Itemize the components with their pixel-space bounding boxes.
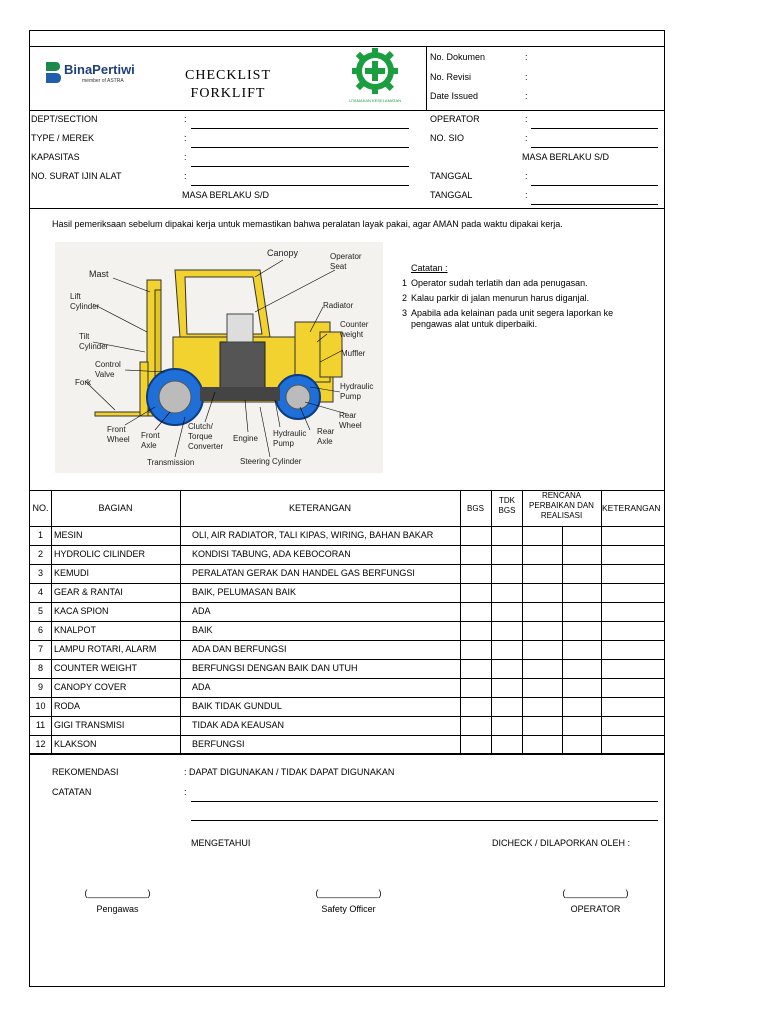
title-line2: FORKLIFT	[190, 86, 266, 101]
safety-logo-caption: UTAMAKAN KESELAMATAN	[348, 98, 401, 103]
table-row	[30, 564, 664, 583]
label-hydraulic-pump-bottom: Hydraulic Pump	[273, 429, 307, 448]
table-row	[30, 735, 664, 754]
dept-sep: :	[184, 114, 187, 124]
note-1-text: Operator sudah terlatih dan ada penugasan.	[411, 278, 588, 288]
masa-berlaku-right: MASA BERLAKU S/D	[522, 152, 610, 162]
label-steering-cylinder: Steering Cylinder	[240, 457, 302, 466]
row-bagian: KNALPOT	[54, 625, 97, 635]
permit-sep: :	[184, 171, 187, 181]
row-bagian: RODA	[54, 701, 81, 711]
note-1-num: 1	[402, 278, 408, 288]
doc-number-sep: :	[525, 52, 528, 62]
date1-sep: :	[525, 171, 528, 181]
header-bgs: BGS	[467, 504, 484, 513]
date1-field[interactable]	[531, 185, 658, 186]
operator-field[interactable]	[531, 128, 658, 129]
sio-sep: :	[525, 133, 528, 143]
row-no: 4	[37, 587, 43, 597]
capacity-field[interactable]	[191, 166, 409, 167]
row-keterangan: PERALATAN GERAK DAN HANDEL GAS BERFUNGSI	[192, 568, 415, 578]
notes-heading: Catatan :	[411, 263, 448, 273]
table-row	[30, 621, 664, 640]
rekomendasi-value[interactable]: : DAPAT DIGUNAKAN / TIDAK DAPAT DIGUNAKAN	[184, 767, 395, 777]
table-row	[30, 526, 664, 545]
label-canopy: Canopy	[267, 248, 299, 258]
signature-pengawas-line[interactable]: (____________)	[84, 888, 151, 898]
row-no: 10	[35, 701, 46, 711]
mengetahui-label: MENGETAHUI	[191, 838, 251, 848]
header-no: NO.	[32, 503, 49, 513]
label-muffler: Muffler	[341, 349, 366, 358]
row-bagian: KACA SPION	[54, 606, 109, 616]
type-field[interactable]	[191, 147, 409, 148]
sio-label: NO. SIO	[430, 133, 465, 143]
company-tagline: member of ASTRA	[82, 78, 124, 84]
signature-operator-line[interactable]: (____________)	[562, 888, 629, 898]
header-keterangan2: KETERANGAN	[602, 503, 661, 513]
signature-safety-role: Safety Officer	[321, 904, 376, 914]
title-line1: CHECKLIST	[185, 68, 271, 83]
sio-field[interactable]	[531, 147, 658, 148]
label-lift-cylinder: Lift Cylinder	[70, 292, 100, 311]
safety-cross-gear-icon	[348, 47, 402, 99]
row-keterangan: ADA DAN BERFUNGSI	[192, 644, 287, 654]
label-front-axle: Front Axle	[141, 431, 160, 450]
note-2-text: Kalau parkir di jalan menurun harus diganjal.	[411, 293, 590, 303]
header-bottom-line	[30, 110, 664, 111]
row-no: 7	[37, 644, 43, 654]
row-keterangan: BERFUNGSI	[192, 739, 245, 749]
row-keterangan: BAIK TIDAK GUNDUL	[192, 701, 282, 711]
label-mast: Mast	[89, 269, 109, 279]
permit-field[interactable]	[191, 185, 409, 186]
table-row	[30, 678, 664, 697]
row-keterangan: BAIK	[192, 625, 213, 635]
row-separator	[30, 754, 664, 755]
signature-safety-line[interactable]: (____________)	[315, 888, 382, 898]
row-no: 12	[35, 739, 46, 749]
type-label: TYPE / MEREK	[31, 133, 95, 143]
doc-date-sep: :	[525, 91, 528, 101]
note-2-num: 2	[402, 293, 408, 303]
table-row	[30, 545, 664, 564]
row-bagian: MESIN	[54, 530, 83, 540]
table-row	[30, 583, 664, 602]
capacity-label: KAPASITAS	[31, 152, 80, 162]
row-no: 1	[37, 530, 43, 540]
header-rencana: RENCANA PERBAIKAN DAN REALISASI	[529, 491, 594, 520]
catatan-label: CATATAN	[52, 787, 92, 797]
date1-label: TANGGAL	[430, 171, 473, 181]
label-engine: Engine	[233, 434, 258, 443]
catatan-sep: :	[184, 787, 187, 797]
row-keterangan: TIDAK ADA KEAUSAN	[192, 720, 285, 730]
table-row	[30, 640, 664, 659]
row-no: 11	[35, 720, 46, 730]
catatan-line-1[interactable]	[191, 801, 658, 802]
row-keterangan: OLI, AIR RADIATOR, TALI KIPAS, WIRING, BAHAN BAKAR	[192, 530, 434, 540]
table-bottom-line	[30, 753, 664, 754]
row-no: 3	[37, 568, 43, 578]
label-rear-axle: Rear Axle	[317, 427, 335, 446]
table-row	[30, 697, 664, 716]
table-row	[30, 716, 664, 735]
dicheck-label: DICHECK / DILAPORKAN OLEH :	[492, 838, 631, 848]
row-keterangan: KONDISI TABUNG, ADA KEBOCORAN	[192, 549, 351, 559]
row-no: 8	[37, 663, 43, 673]
capacity-sep: :	[184, 152, 187, 162]
operator-sep: :	[525, 114, 528, 124]
catatan-line-2[interactable]	[191, 820, 658, 821]
row-keterangan: ADA	[192, 682, 211, 692]
company-name: BinaPertiwi	[64, 62, 135, 77]
dept-label: DEPT/SECTION	[31, 114, 98, 124]
label-hydraulic-pump-right: Hydraulic Pump	[340, 382, 374, 401]
header-tdk-bgs: TDK BGS	[498, 496, 516, 515]
label-tilt-cylinder: Tilt Cylinder	[79, 332, 109, 351]
forklift-diagram	[55, 242, 383, 473]
label-fork: Fork	[75, 378, 91, 387]
label-radiator: Radiator	[323, 301, 354, 310]
table-row	[30, 602, 664, 621]
doc-revision-sep: :	[525, 72, 528, 82]
row-bagian: CANOPY COVER	[54, 682, 127, 692]
signature-pengawas-role: Pengawas	[96, 904, 139, 914]
table-row	[30, 659, 664, 678]
type-sep: :	[184, 133, 187, 143]
operator-label: OPERATOR	[430, 114, 480, 124]
doc-revision-label: No. Revisi	[430, 72, 472, 82]
row-keterangan: ADA	[192, 606, 211, 616]
row-no: 9	[37, 682, 43, 692]
row-bagian: GEAR & RANTAI	[54, 587, 123, 597]
row-keterangan: BERFUNGSI DENGAN BAIK DAN UTUH	[192, 663, 358, 673]
row-bagian: GIGI TRANSMISI	[54, 720, 125, 730]
permit-label: NO. SURAT IJIN ALAT	[31, 171, 122, 181]
note-3-num: 3	[402, 308, 408, 318]
header-divider	[426, 46, 427, 110]
row-no: 2	[37, 549, 43, 559]
row-no: 6	[37, 625, 43, 635]
signature-operator-role: OPERATOR	[570, 904, 621, 914]
label-front-wheel: Front Wheel	[107, 425, 130, 444]
label-transmission: Transmission	[147, 458, 195, 467]
row-keterangan: BAIK, PELUMASAN BAIK	[192, 587, 297, 597]
doc-date-label: Date Issued	[430, 91, 479, 101]
masa-berlaku-left: MASA BERLAKU S/D	[182, 190, 270, 200]
row-bagian: LAMPU ROTARI, ALARM	[54, 644, 157, 654]
row-bagian: KEMUDI	[54, 568, 90, 578]
intro-text: Hasil pemeriksaan sebelum dipakai kerja untuk memastikan bahwa peralatan layak pakai, agar AMAN pada waktu dipakai kerja.	[52, 219, 563, 229]
label-operator-seat: Operator Seat	[330, 252, 362, 271]
row-bagian: HYDROLIC CILINDER	[54, 549, 146, 559]
row-bagian: COUNTER WEIGHT	[54, 663, 137, 673]
header-bagian: BAGIAN	[98, 503, 133, 513]
label-counter-weight: Counter weight	[340, 320, 369, 339]
header-keterangan: KETERANGAN	[288, 503, 351, 513]
row-no: 5	[37, 606, 43, 616]
date2-label: TANGGAL	[430, 190, 473, 200]
label-rear-wheel: Rear Wheel	[339, 411, 362, 430]
doc-number-label: No. Dokumen	[430, 52, 486, 62]
row-bagian: KLAKSON	[54, 739, 97, 749]
label-clutch: Clutch/ Torque Converter	[188, 422, 224, 451]
note-3-text: Apabila ada kelainan pada unit segera laporkan ke pengawas alat untuk diperbaiki.	[411, 308, 614, 329]
dept-field[interactable]	[191, 128, 409, 129]
fields-bottom-line	[30, 208, 664, 209]
binapertiwi-logo-icon	[44, 60, 62, 84]
label-control-valve: Control Valve	[95, 360, 121, 379]
header-top-line	[30, 46, 664, 47]
date2-field[interactable]	[531, 204, 658, 205]
date2-sep: :	[525, 190, 528, 200]
rekomendasi-label: REKOMENDASI	[52, 767, 119, 777]
